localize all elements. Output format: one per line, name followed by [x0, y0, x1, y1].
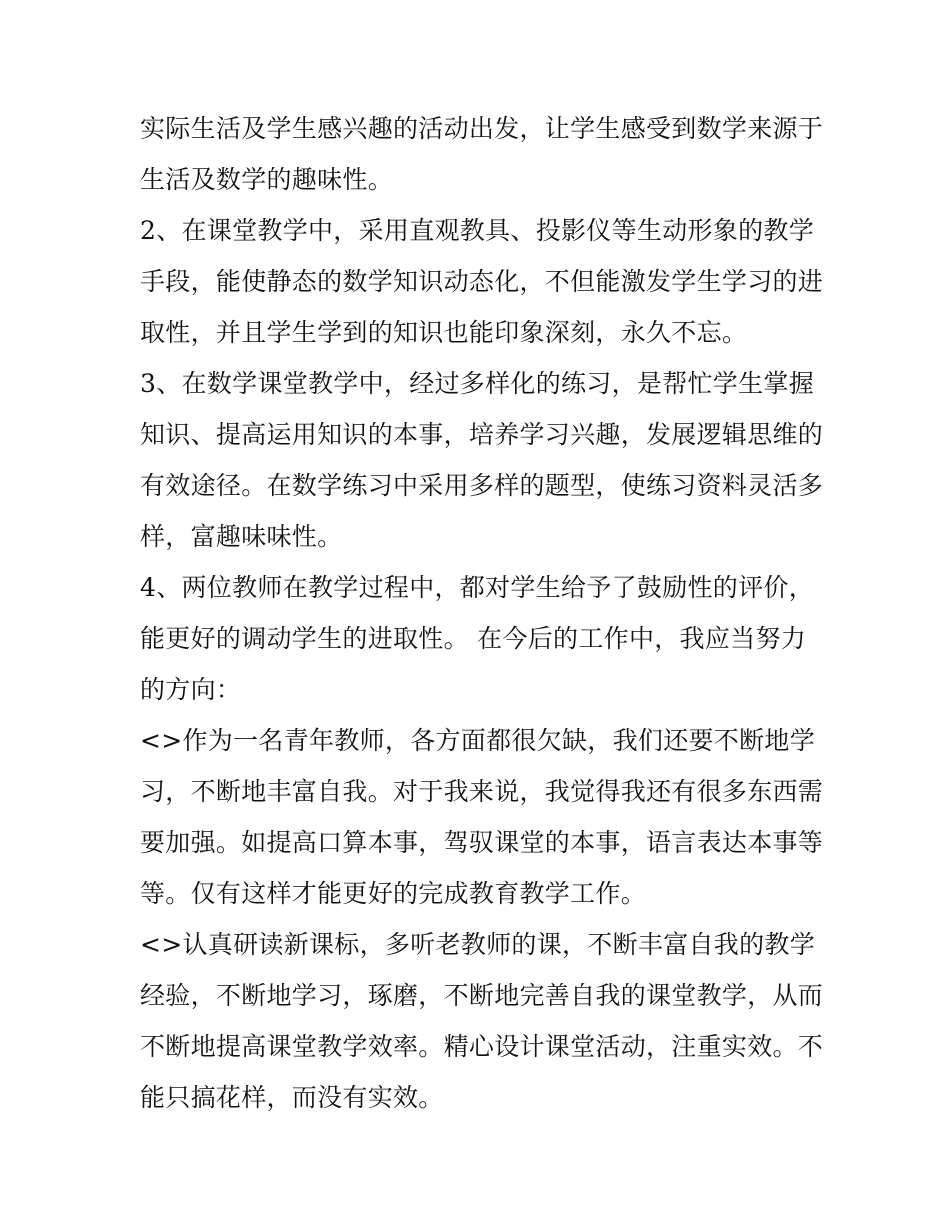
text-line: 能更好的调动学生的进取性。 在今后的工作中，我应当努力: [140, 624, 807, 653]
text-line: <>认真研读新课标，多听老教师的课，不断丰富自我的教学: [140, 930, 815, 959]
text-line: 不断地提高课堂教学效率。精心设计课堂活动，注重实效。不: [140, 1032, 824, 1061]
text-line: 手段，能使静态的数学知识动态化，不但能激发学生学习的进: [140, 267, 824, 296]
text-line: 能只搞花样，而没有实效。: [140, 1083, 444, 1112]
text-line: <>作为一名青年教师，各方面都很欠缺，我们还要不断地学: [140, 726, 815, 755]
text-line: 经验，不断地学习，琢磨，不断地完善自我的课堂教学，从而: [140, 981, 824, 1010]
text-line: 习，不断地丰富自我。对于我来说，我觉得我还有很多东西需: [140, 777, 824, 806]
text-line: 的方向：: [140, 675, 242, 704]
text-line: 有效途径。在数学练习中采用多样的题型，使练习资料灵活多: [140, 471, 824, 500]
text-line: 知识、提高运用知识的本事，培养学习兴趣，发展逻辑思维的: [140, 420, 824, 449]
text-line: 要加强。如提高口算本事，驾驭课堂的本事，语言表达本事等: [140, 828, 824, 857]
text-line: 等。仅有这样才能更好的完成教育教学工作。: [140, 879, 647, 908]
text-line: 实际生活及学生感兴趣的活动出发，让学生感受到数学来源于: [140, 114, 824, 143]
text-line: 2、在课堂教学中，采用直观教具、投影仪等生动形象的教学: [140, 216, 815, 245]
document-body: [140, 103, 824, 1123]
text-line: 生活及数学的趣味性。: [140, 165, 394, 194]
text-line: 3、在数学课堂教学中，经过多样化的练习，是帮忙学生掌握: [140, 369, 815, 398]
text-line: 样，富趣味味性。: [140, 522, 343, 551]
text-line: 4、两位教师在教学过程中，都对学生给予了鼓励性的评价，: [140, 573, 815, 602]
text-line: 取性，并且学生学到的知识也能印象深刻，永久不忘。: [140, 318, 748, 347]
